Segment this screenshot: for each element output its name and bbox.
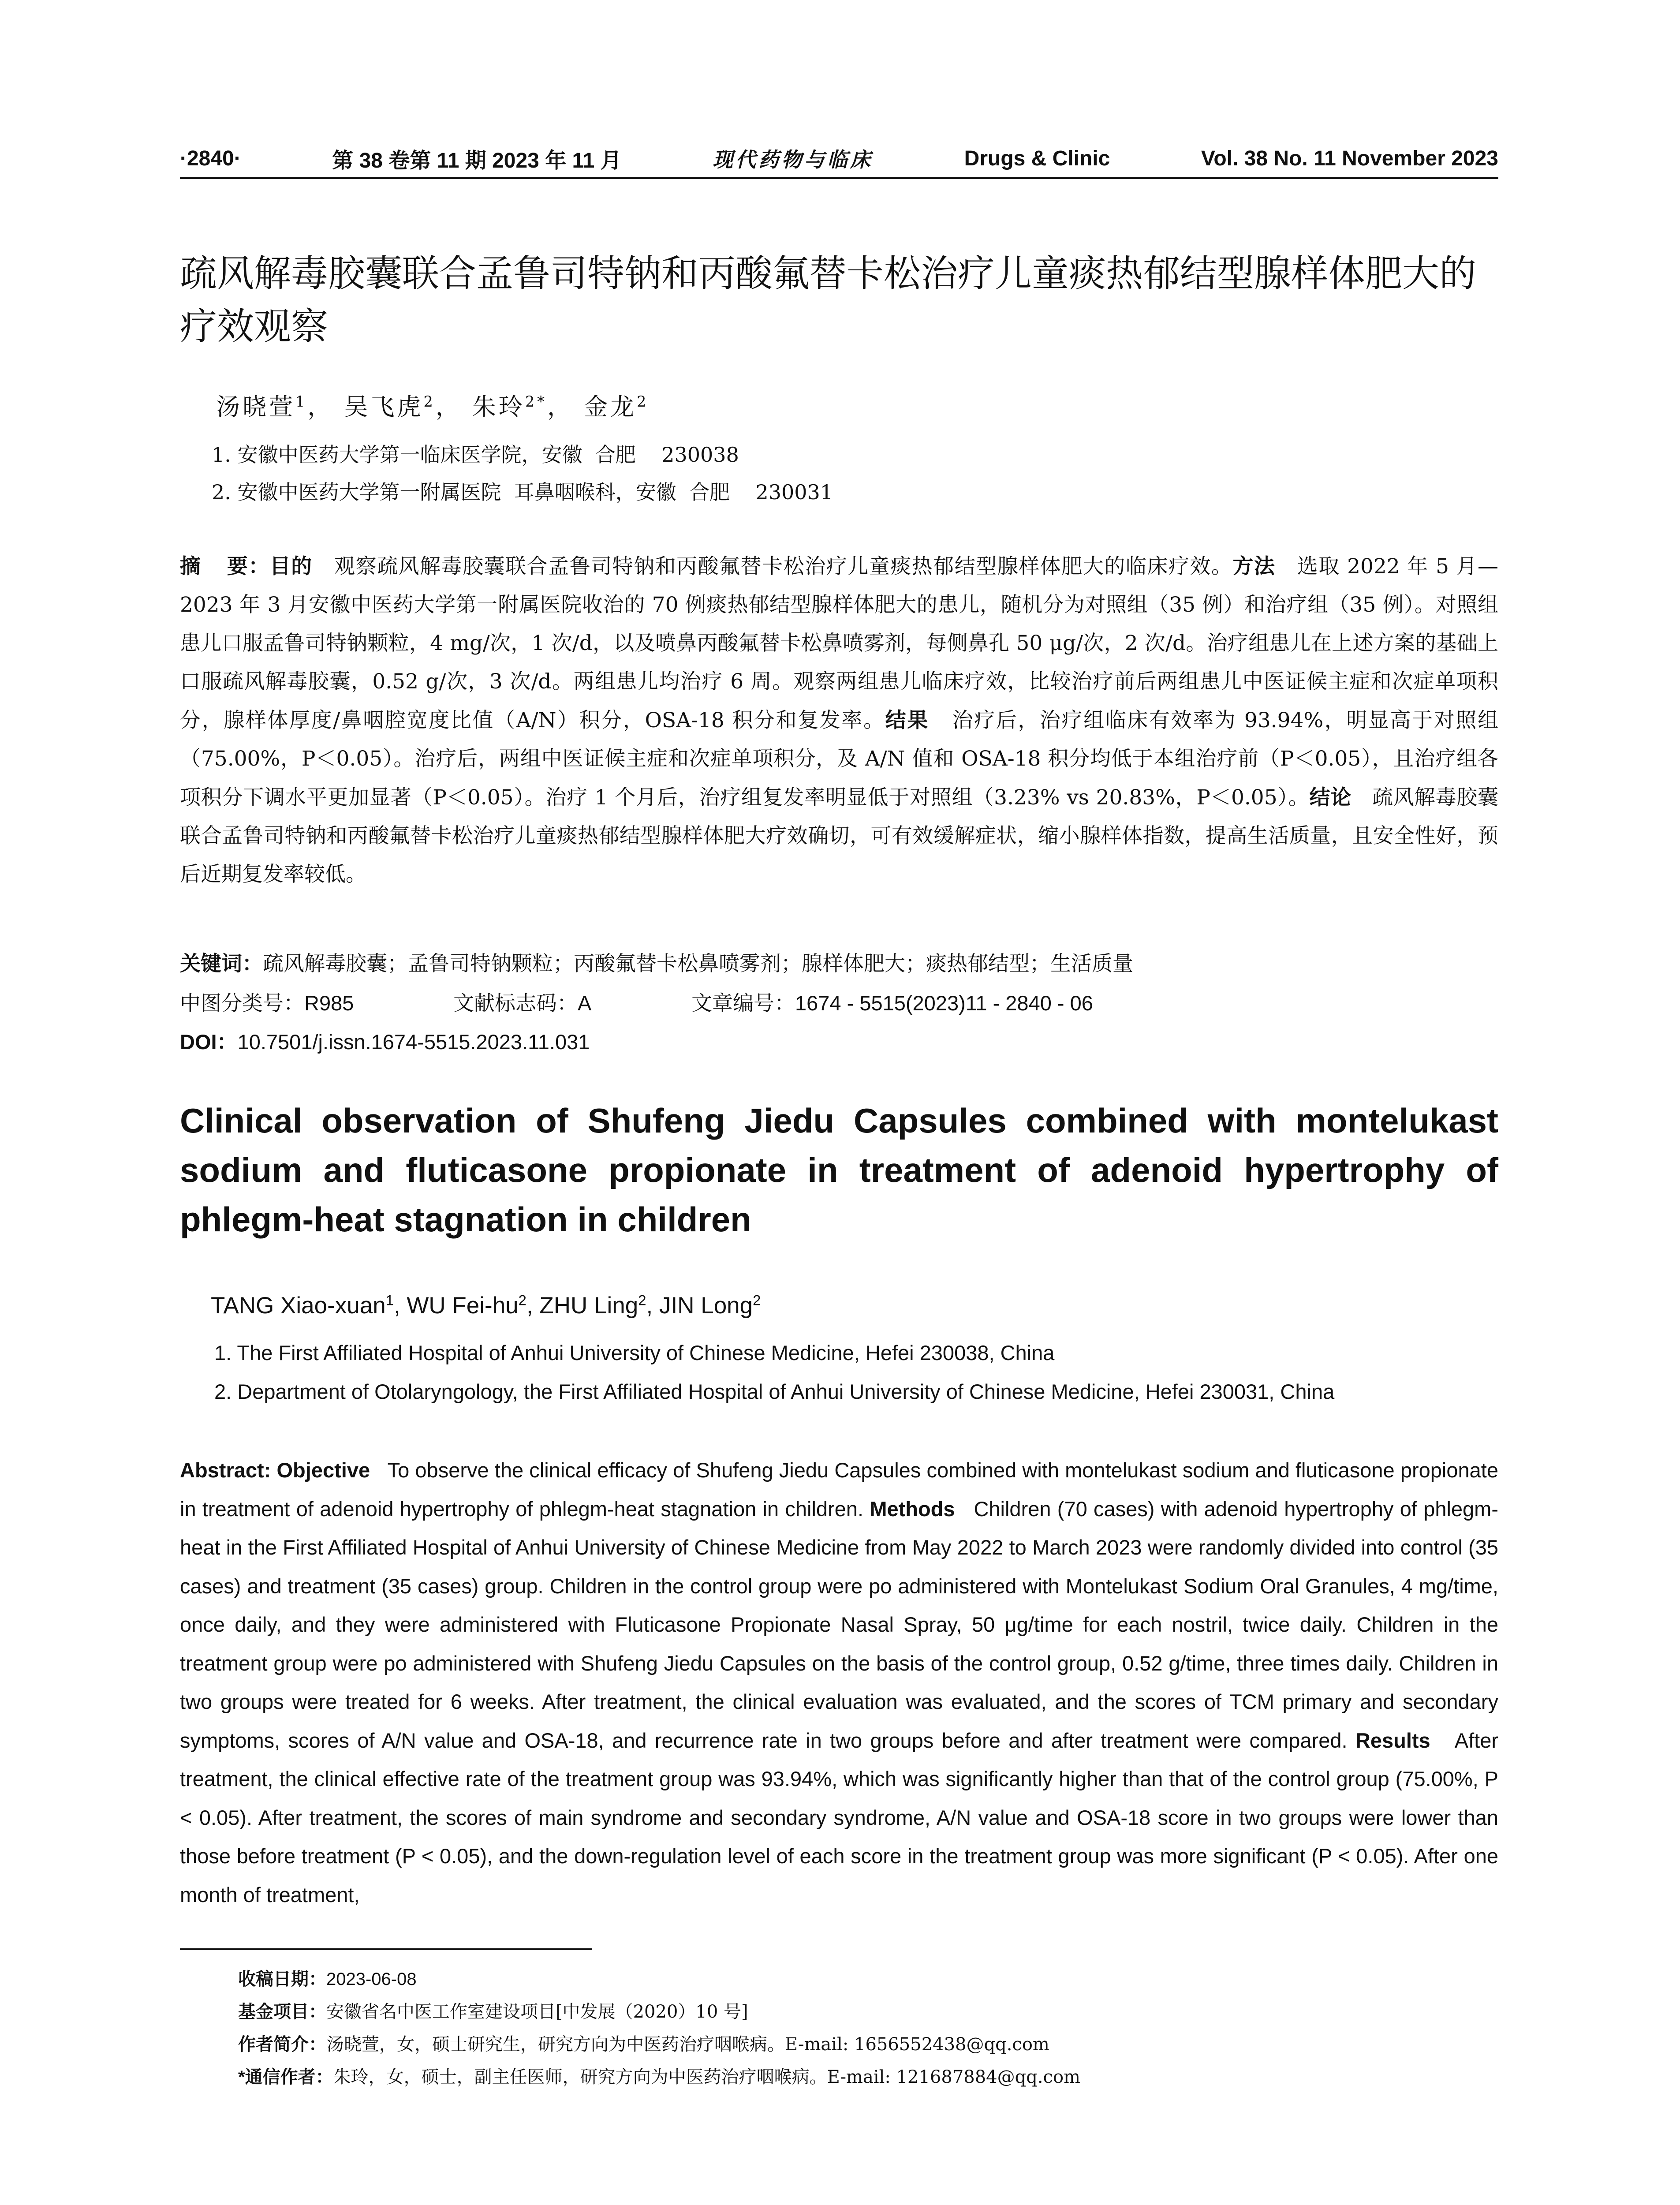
title-en: Clinical observation of Shufeng Jiedu Capsules combined with montelukast sodium and fluticasone propionate in treatment of adenoid hypertrophy of phlegm-heat stagnation in children	[180, 1101, 1498, 1239]
abstract-en	[180, 1451, 1498, 1914]
conclusion-cn: 疏风解毒胶囊联合孟鲁司特钠和丙酸氟替卡松治疗儿童痰热郁结型腺样体肥大疗效确切，可有效缓解症状，缩小腺样体指数，提高生活质量，且安全性好，预后近期复发率较低。	[180, 785, 1498, 886]
doi	[180, 1026, 590, 1055]
abstract-en-label: Abstract:	[180, 1458, 271, 1482]
footnote-corresponding-author: *通信作者：朱玲，女，硕士，副主任医师，研究方向为中医药治疗咽喉病。E-mail: 121687884@qq.com	[238, 2067, 1080, 2087]
author-en: TANG Xiao-xuan$^1$	[211, 1292, 394, 1319]
document-code: 文献标志码：A	[453, 991, 592, 1015]
journal-name-cn: 现代药物与临床	[713, 148, 874, 172]
author-en: JIN Long$^2$	[659, 1292, 761, 1319]
doi-value: 10.7501/j.issn.1674-5515.2023.11.031	[237, 1030, 590, 1054]
title-cn: 疏风解毒胶囊联合孟鲁司特钠和丙酸氟替卡松治疗儿童痰热郁结型腺样体肥大的疗效观察	[180, 253, 1477, 347]
methods-label-cn: 方法	[1232, 554, 1276, 578]
affiliation-cn-1: 1. 安徽中医药大学第一临床医学院，安徽 合肥 230038	[212, 443, 739, 467]
issue-cn: 第 38 卷第 11 期 2023 年 11 月	[332, 149, 622, 172]
page-number: ·2840·	[180, 146, 241, 170]
author-cn: 汤晓萱$^1$	[216, 393, 308, 421]
affiliation-cn-2: 2. 安徽中医药大学第一附属医院 耳鼻咽喉科，安徽 合肥 230031	[212, 480, 833, 504]
author-cn: 金龙$^2$	[584, 393, 649, 421]
keywords-cn-label: 关键词：	[180, 952, 263, 975]
author-en: ZHU Ling$^2$	[539, 1292, 646, 1319]
authors-en: TANG Xiao-xuan$^1$, WU Fei-$hu^2$, ZHU Ling$^2$, JIN Long$^2$	[211, 1292, 761, 1319]
footnote-rule	[180, 1948, 592, 1950]
article-number: 文章编号：1674 - 5515(2023)11 - 2840 - 06	[691, 991, 1093, 1015]
author-cn: 吴飞虎$^2$	[344, 393, 436, 421]
classification-row	[180, 987, 1093, 1017]
keywords-cn	[180, 947, 1133, 977]
conclusion-label-cn: 结论	[1309, 785, 1351, 809]
author-en: WU Fei-$hu^2$	[407, 1292, 526, 1319]
affiliation-en-2: 2. Department of Otolaryngology, the First Affiliated Hospital of Anhui University of Chinese Medicine, Hefei 230031, China	[214, 1380, 1335, 1403]
footnote-funding: 基金项目：安徽省名中医工作室建设项目[中发展（2020）10 号]	[238, 2002, 748, 2022]
issue-en: Vol. 38 No. 11 November 2023	[1201, 146, 1498, 170]
objective-label-cn: 目的	[269, 554, 313, 578]
authors-cn: 汤晓萱$^1$， 吴飞虎$^2$， 朱玲$^{2*}$， 金龙$^2$	[216, 393, 649, 421]
objective-label-en: Objective	[276, 1458, 370, 1482]
running-header	[180, 140, 1498, 176]
results-cn: 治疗后，治疗组临床有效率为 93.94%，明显高于对照组（75.00%，P＜0.05）。治疗后，两组中医证候主症和次症单项积分，及 A/N 值和 OSA-18 积分均低于本组治疗前（P＜0.05），且治疗组各项积分下调水平更加显著（P＜0.05）。治疗 1 个月后，治疗组复发率明显低于对照组（3.23% vs 20.83%，P＜0.05）。	[180, 708, 1498, 810]
clc-code: 中图分类号：R985	[180, 991, 354, 1015]
objective-en: To observe the clinical efficacy of Shufeng Jiedu Capsules combined with montelukast sodium and fluticasone propionate in treatment of adenoid hypertrophy of phlegm-heat stagnation in children.	[180, 1458, 1498, 1521]
methods-en: Children (70 cases) with adenoid hypertrophy of phlegm-heat in the First Affiliated Hospital of Anhui University of Chinese Medicine from May 2022 to March 2023 were randomly divided into control (35 cases) and treatment (35 cases) group. Children in the control group were po administered with Montelukast Sodium Oral Granules, 4 mg/time, once daily, and they were administered with Fluticasone Propionate Nasal Spray, 50 μg/time for each nostril, twice daily. Children in the treatment group were po administered with Shufeng Jiedu Capsules on the basis of the control group, 0.52 g/time, three times daily. Children in two groups were treated for 6 weeks. After treatment, the clinical evaluation was evaluated, and the scores of TCM primary and secondary symptoms, scores of A/N value and OSA-18, and recurrence rate in two groups before and after treatment were compared.	[180, 1497, 1498, 1752]
footnote-received: 收稿日期：2023-06-08	[238, 1970, 417, 1989]
doi-label: DOI：	[180, 1030, 238, 1054]
results-en: After treatment, the clinical effective rate of the treatment group was 93.94%, which was significantly higher than that of the control group (75.00%, P < 0.05). After treatment, the scores of main syndrome and secondary syndrome, A/N value and OSA-18 score in two groups were lower than those before treatment (P < 0.05), and the down-regulation level of each score in the treatment group was more significant (P < 0.05). After one month of treatment,	[180, 1728, 1498, 1906]
methods-label-en: Methods	[870, 1497, 955, 1521]
abstract-cn-label: 摘 要：	[180, 554, 270, 578]
journal-name-en: Drugs & Clinic	[964, 146, 1110, 170]
author-cn: 朱玲$^{2*}$	[472, 393, 547, 421]
results-label-cn: 结果	[885, 708, 929, 732]
abstract-cn	[180, 547, 1498, 893]
keywords-cn-text: 疏风解毒胶囊；孟鲁司特钠颗粒；丙酸氟替卡松鼻喷雾剂；腺样体肥大；痰热郁结型；生活质量	[263, 952, 1133, 976]
header-rule	[180, 177, 1498, 179]
results-label-en: Results	[1355, 1728, 1430, 1752]
methods-cn: 选取 2022 年 5 月—2023 年 3 月安徽中医药大学第一附属医院收治的 70 例痰热郁结型腺样体肥大的患儿，随机分为对照组（35 例）和治疗组（35 例）。对照组患儿口服孟鲁司特钠颗粒，4 mg/次，1 次/d，以及喷鼻丙酸氟替卡松鼻喷雾剂，每侧鼻孔 50 μg/次，2 次/d。治疗组患儿在上述方案的基础上口服疏风解毒胶囊，0.52 g/次，3 次/d。两组患儿均治疗 6 周。观察两组患儿临床疗效，比较治疗前后两组患儿中医证候主症和次症单项积分，腺样体厚度/鼻咽腔宽度比值（A/N）积分，OSA-18 积分和复发率。	[180, 554, 1499, 733]
affiliation-en-1: 1. The First Affiliated Hospital of Anhui University of Chinese Medicine, Hefei 230038, China	[214, 1341, 1055, 1364]
objective-cn: 观察疏风解毒胶囊联合孟鲁司特钠和丙酸氟替卡松治疗儿童痰热郁结型腺样体肥大的临床疗效。	[334, 554, 1233, 579]
footnote-author-bio: 作者简介：汤晓萱，女，硕士研究生，研究方向为中医药治疗咽喉病。E-mail: 1656552438@qq.com	[238, 2034, 1049, 2055]
